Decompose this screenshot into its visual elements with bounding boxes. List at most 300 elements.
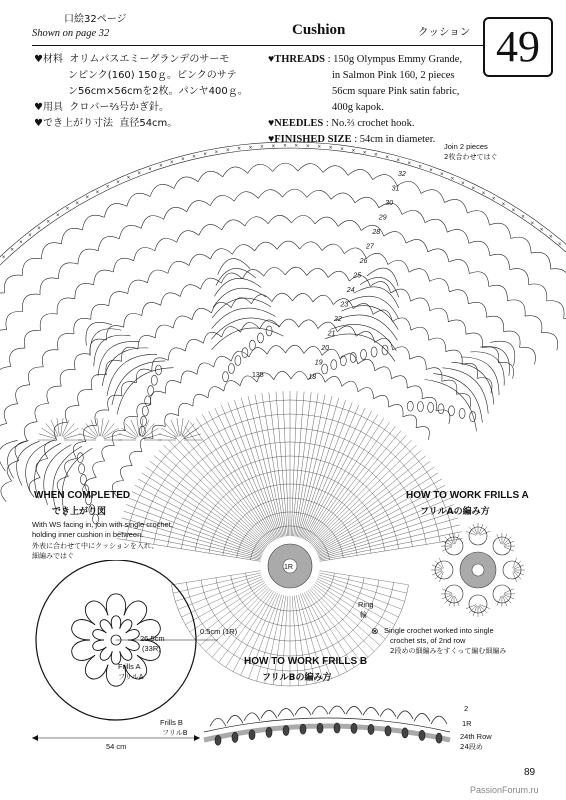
chain-arch (222, 327, 241, 337)
frills-b-row-24-jp: 24段め (460, 743, 483, 751)
chain-arch (358, 387, 374, 398)
flower-petal (106, 594, 125, 615)
chain-arch (113, 258, 133, 272)
chain-arch (307, 190, 331, 199)
chain-arch (397, 181, 421, 193)
pineapple-row (461, 357, 499, 395)
frills-b-puff (351, 723, 357, 733)
dc-stitch-line (146, 467, 266, 549)
pattern-number-badge: 49 (483, 17, 553, 77)
frills-b-label-jp: フリルB (162, 729, 188, 737)
chain-arch (134, 247, 155, 260)
chain-arch (119, 225, 141, 238)
puff-stitch (459, 408, 465, 418)
frills-a-stitch (455, 534, 459, 544)
single-crochet-mark: × (351, 148, 356, 155)
frills-b-loop (210, 718, 226, 726)
row-number-label: 26 (359, 258, 368, 265)
chain-arch (469, 272, 489, 287)
single-crochet-mark: × (1, 255, 6, 262)
puff-stitch (235, 356, 241, 366)
frills-a-heading: HOW TO WORK FRILLS A (406, 490, 529, 501)
needles-en-label: ♥NEEDLES (268, 118, 324, 129)
ring-label-en: Ring (358, 600, 374, 609)
chain-arch (233, 245, 255, 255)
side-fan-line (159, 434, 176, 439)
frills-a-stitch (432, 565, 442, 569)
chain-arch (375, 338, 393, 350)
row-number-label: 21 (327, 330, 336, 338)
chain-arch (277, 241, 300, 249)
dc-stitch-line (297, 396, 332, 537)
threads-en-line4: 400g kapok. (332, 102, 384, 113)
completed-cushion-diagram (28, 560, 218, 750)
pineapple-row (90, 329, 121, 356)
single-crochet-mark: × (362, 150, 367, 157)
pineapple-row (480, 347, 509, 376)
frills-a-hole (472, 564, 484, 576)
needles-en-text: : No.⅔ crochet hook. (325, 118, 415, 129)
chain-arch (223, 167, 248, 177)
dc-stitch-line (303, 408, 365, 539)
single-crochet-mark: × (294, 143, 299, 150)
puff-stitch (151, 375, 157, 385)
frills-b-loop (329, 706, 345, 714)
dc-stitch-line (248, 396, 283, 537)
chain-arch (168, 348, 185, 360)
chain-arch (24, 422, 37, 441)
chain-arch (342, 381, 358, 392)
single-crochet-mark: × (317, 144, 321, 151)
chain-arch (0, 330, 7, 349)
single-crochet-mark: × (237, 146, 241, 153)
chain-arch (510, 269, 529, 285)
single-crochet-mark: × (105, 184, 110, 191)
when-completed-heading: WHEN COMPLETED (34, 490, 131, 501)
side-fan-line (57, 418, 60, 436)
dc-stitch-line (296, 395, 325, 537)
single-crochet-mark: × (283, 143, 287, 150)
chain-arch (445, 199, 468, 213)
frills-a-stitch (442, 589, 452, 593)
threads-jp-label: ♥材料 (34, 54, 63, 65)
chain-arch (456, 394, 470, 409)
chain-arch (109, 292, 128, 306)
chain-arch (356, 331, 375, 342)
pineapple-row (86, 322, 112, 345)
chain-arch (466, 333, 483, 348)
single-crochet-mark: × (530, 220, 535, 227)
chain-arch (421, 190, 445, 203)
diameter-label: 54 cm (106, 742, 127, 751)
page-title: Cushion (292, 22, 346, 38)
chain-arch (181, 371, 197, 383)
frills-a-stitch (504, 596, 512, 604)
single-crochet-mark: × (95, 189, 100, 196)
chain-arch (338, 220, 361, 230)
chain-arch (241, 322, 260, 332)
chain-arch (300, 242, 322, 251)
chain-arch (104, 204, 127, 218)
chain-arch (152, 425, 165, 438)
chain-arch (58, 333, 74, 349)
puff-stitch (242, 348, 248, 358)
row-number-label: 19 (314, 359, 323, 367)
chain-arch (4, 275, 22, 293)
chain-arch (410, 357, 426, 370)
frills-b-loop (414, 713, 430, 721)
chain-arch (6, 311, 23, 329)
chain-arch (155, 238, 177, 250)
frills-a-stitch (513, 572, 517, 582)
single-crochet-mark: × (148, 167, 152, 174)
chain-arch (0, 293, 5, 312)
frills-b-loop (295, 707, 311, 715)
lower-dc-line (308, 590, 362, 662)
marker-135: 135 (252, 372, 264, 379)
chain-arch (40, 278, 58, 295)
chain-arch (198, 171, 223, 182)
frills-a-stitch (504, 589, 514, 593)
chain-arch (490, 254, 510, 269)
chain-arch (224, 381, 240, 392)
size-jp-text: 直径54cm。 (119, 118, 178, 129)
dc-stitch-line (315, 467, 435, 549)
frills-a-stitch (449, 596, 453, 606)
size-en-text: : 54cm in diameter. (354, 134, 436, 145)
frills-b-puff (385, 726, 391, 736)
side-fan-line (162, 428, 177, 438)
single-crochet-mark: × (192, 154, 196, 161)
single-crochet-mark: × (557, 241, 562, 248)
chain-arch (449, 290, 468, 304)
chain-arch (328, 271, 349, 281)
single-crochet-mark: × (214, 149, 219, 156)
chain-arch (40, 314, 57, 331)
dc-stitch-line (196, 418, 274, 541)
chain-arch (150, 184, 174, 196)
dc-stitch-line (307, 422, 390, 541)
chain-arch (234, 192, 258, 202)
chain-arch (15, 441, 27, 461)
chain-arch (313, 295, 333, 304)
frills-a-stitch (473, 524, 477, 534)
single-crochet-mark: × (385, 155, 389, 162)
row-number-label: 29 (378, 214, 387, 222)
frills-a-diagram (422, 516, 542, 626)
chain-arch (416, 427, 429, 440)
size-jp-label: ♥でき上がり寸法 (34, 118, 113, 129)
label-265cm: 26.5cm (140, 634, 165, 643)
when-completed-note-2: holding inner cushion in between. (32, 530, 144, 539)
inner-petal (93, 640, 107, 650)
frills-a-stitch (473, 606, 477, 616)
pineapple-row (0, 440, 18, 471)
single-crochet-mark: × (271, 143, 276, 150)
chain-arch (507, 300, 525, 316)
chain-arch (122, 347, 138, 361)
when-completed-note-jp-1: 外表に合わせて中にクッションを入れ、 (32, 542, 159, 550)
frills-a-stitch (466, 605, 476, 609)
chain-arch (93, 461, 105, 477)
chain-arch (249, 348, 267, 357)
side-fan-line (181, 418, 184, 436)
chain-arch (291, 371, 308, 380)
chain-arch (531, 252, 550, 269)
pineapple-row (452, 362, 494, 404)
dc-stitch-line (313, 450, 422, 546)
single-crochet-mark: × (28, 232, 32, 239)
frills-a-stitch (504, 541, 514, 545)
frills-a-stitch (455, 596, 459, 606)
single-crochet-mark: × (260, 144, 264, 151)
chain-arch (36, 459, 48, 478)
dc-stitch-line (174, 435, 270, 543)
join-label-jp: 2枚合わせてはぐ (444, 153, 498, 161)
chain-arch (208, 387, 224, 398)
frills-a-stitch (504, 595, 514, 599)
chain-arch (468, 302, 486, 317)
inner-petal (100, 620, 112, 633)
frills-b-diagram (200, 682, 454, 754)
chain-arch (1, 481, 12, 502)
chain-arch (161, 293, 181, 305)
threads-jp-text: オリムパスエミーグランデのサーモ (69, 54, 230, 65)
frills-b-puff (436, 733, 442, 743)
chain-arch (151, 391, 166, 404)
chain-arch (258, 190, 282, 199)
frills-b-row-24: 24th Row (460, 732, 492, 741)
frills-b-heading-jp: フリルBの編み方 (262, 673, 332, 683)
chain-arch (353, 303, 373, 314)
chain-arch (498, 362, 513, 378)
side-fan-line (119, 434, 136, 439)
frills-a-stitch (469, 527, 477, 535)
side-fan-line (64, 434, 81, 439)
chain-arch (504, 331, 520, 347)
label-33r: (33R) (142, 644, 161, 653)
puff-stitch (77, 453, 83, 463)
chain-arch (4, 404, 18, 424)
frills-a-stitch (442, 547, 452, 551)
pineapple-row (330, 324, 396, 350)
side-fan-line (101, 418, 104, 436)
chain-arch (57, 298, 75, 314)
pineapple-row (102, 348, 148, 386)
single-crochet-mark: × (126, 175, 131, 182)
chain-arch (325, 376, 342, 386)
puff-stitch (470, 412, 476, 422)
chain-arch (138, 335, 155, 349)
chain-arch (121, 382, 136, 396)
single-crochet-mark: × (407, 160, 412, 167)
dc-stitch-line (142, 473, 265, 550)
puff-stitch (331, 360, 337, 370)
chain-arch (340, 354, 358, 365)
side-fan-line (143, 428, 158, 438)
frills-b-puff (300, 724, 306, 734)
chain-arch (168, 261, 189, 273)
dc-stitch-line (313, 456, 426, 547)
chain-arch (22, 258, 41, 275)
chain-arch (430, 308, 449, 322)
lower-dc-line (298, 595, 323, 681)
chain-arch (285, 267, 307, 275)
frills-b-heading: HOW TO WORK FRILLS B (244, 656, 368, 667)
chain-arch (180, 285, 200, 297)
frills-b-puff (334, 723, 340, 733)
chain-arch (95, 410, 109, 426)
flower-petal (72, 640, 95, 660)
side-fan-line (61, 418, 64, 436)
frills-b-loop (397, 711, 413, 719)
page-number: 89 (524, 767, 536, 778)
frills-a-note-1: Single crochet worked into single (384, 626, 494, 635)
frills-b-loop (244, 713, 260, 721)
flower-petal (72, 620, 95, 640)
frills-b-puff (419, 730, 425, 740)
frills-a-stitch (449, 534, 453, 544)
single-crochet-mark: × (116, 179, 120, 186)
chain-arch (264, 267, 286, 276)
puff-stitch (340, 356, 346, 366)
pineapple-row (94, 335, 131, 366)
chain-arch (177, 231, 199, 243)
chain-arch (231, 298, 251, 308)
dc-stitch-line (255, 395, 284, 537)
single-crochet-mark: × (340, 146, 344, 153)
chain-arch (75, 283, 94, 298)
row-number-label: 30 (385, 200, 393, 207)
chain-arch (185, 339, 203, 351)
single-crochet-mark: × (181, 157, 185, 164)
chain-arch (358, 359, 375, 370)
pineapple-row (218, 259, 250, 275)
chain-arch (307, 268, 328, 277)
frills-a-label-jp: フリルA (118, 673, 144, 681)
chain-arch (128, 280, 148, 294)
chain-arch (65, 406, 79, 423)
puff-stitch (382, 345, 388, 355)
dc-stitch-line (302, 405, 359, 538)
chain-arch (436, 410, 450, 424)
jp-page-reference: 口絵32ページ (64, 14, 127, 25)
side-fan-line (97, 418, 100, 436)
single-crochet-symbol: ⊗ (371, 626, 379, 636)
row-number-label: 18 (308, 374, 317, 381)
chain-arch (344, 248, 366, 258)
single-crochet-mark: × (225, 148, 230, 155)
chain-arch (520, 347, 536, 364)
single-crochet-mark: × (55, 212, 60, 219)
inner-petal (120, 647, 132, 660)
threads-en-label: ♥THREADS (268, 54, 325, 65)
puff-stitch (79, 464, 85, 474)
chain-arch (304, 346, 322, 355)
chain-arch (155, 325, 173, 338)
chain-arch (391, 289, 411, 301)
row-number-label: 28 (372, 229, 381, 236)
single-crochet-mark: × (159, 163, 163, 170)
frills-b-puff (283, 726, 289, 736)
chain-arch (47, 386, 61, 403)
chain-arch (165, 380, 180, 393)
chain-arch (430, 279, 450, 292)
single-crochet-mark: × (248, 145, 253, 152)
chain-arch (407, 386, 422, 399)
chain-arch (366, 253, 388, 264)
pineapple-row (367, 268, 398, 286)
chain-arch (108, 395, 122, 410)
pineapple-row (336, 315, 398, 340)
frills-a-stitch (442, 595, 452, 599)
chain-arch (489, 223, 510, 238)
single-crochet-mark: × (511, 208, 516, 215)
chain-arch (428, 249, 449, 262)
chain-arch (91, 304, 109, 319)
frills-a-stitch (513, 561, 521, 569)
dc-stitch-line (314, 461, 430, 548)
single-crochet-mark: × (306, 143, 310, 150)
dc-stitch-line (306, 418, 384, 541)
chain-arch (74, 318, 91, 334)
row-number-label: 25 (353, 272, 361, 280)
chain-arch (16, 385, 30, 404)
chain-arch (286, 345, 304, 353)
threads-en-line2: in Salmon Pink 160, 2 pieces (332, 70, 455, 81)
chain-arch (193, 394, 208, 406)
pineapple-row (117, 368, 174, 415)
join-label-en: Join 2 pieces (444, 142, 488, 151)
chain-arch (141, 216, 164, 229)
chain-arch (409, 269, 430, 282)
chain-arch (388, 260, 409, 272)
puff-stitch (407, 401, 413, 411)
chain-arch (0, 423, 7, 444)
chain-arch (136, 369, 152, 383)
frills-b-label: Frills B (160, 718, 183, 727)
chain-arch (124, 313, 142, 327)
row-number-label: 27 (366, 243, 374, 251)
frills-a-stitch (513, 571, 521, 579)
chain-arch (127, 193, 150, 206)
row-number-label: 32 (398, 171, 406, 178)
frills-b-puff (402, 728, 408, 738)
pineapple-row (212, 298, 271, 318)
chain-arch (0, 367, 11, 387)
when-completed-note-1: With WS facing in, join with single crochet, (32, 520, 173, 529)
chain-arch (210, 195, 234, 205)
frills-a-stitch (479, 605, 487, 613)
row-number-label: 23 (340, 301, 349, 309)
chain-arch (35, 404, 49, 422)
chain-arch (173, 316, 192, 328)
chain-arch (525, 316, 542, 333)
chain-arch (62, 228, 83, 244)
needles-jp-text: クロバー⅔号かぎ針。 (69, 102, 170, 113)
chain-arch (486, 316, 503, 332)
single-crochet-mark: × (418, 164, 422, 171)
chain-arch (83, 215, 105, 230)
chain-arch (73, 442, 86, 459)
puff-stitch (258, 333, 264, 343)
single-crochet-mark: × (521, 214, 525, 221)
frills-b-loop (380, 709, 396, 717)
pineapple-row (425, 380, 477, 432)
dc-stitch-line (159, 450, 268, 546)
label-05cm: 0.5cm (1R) (200, 627, 238, 636)
side-fan-line (141, 418, 144, 436)
